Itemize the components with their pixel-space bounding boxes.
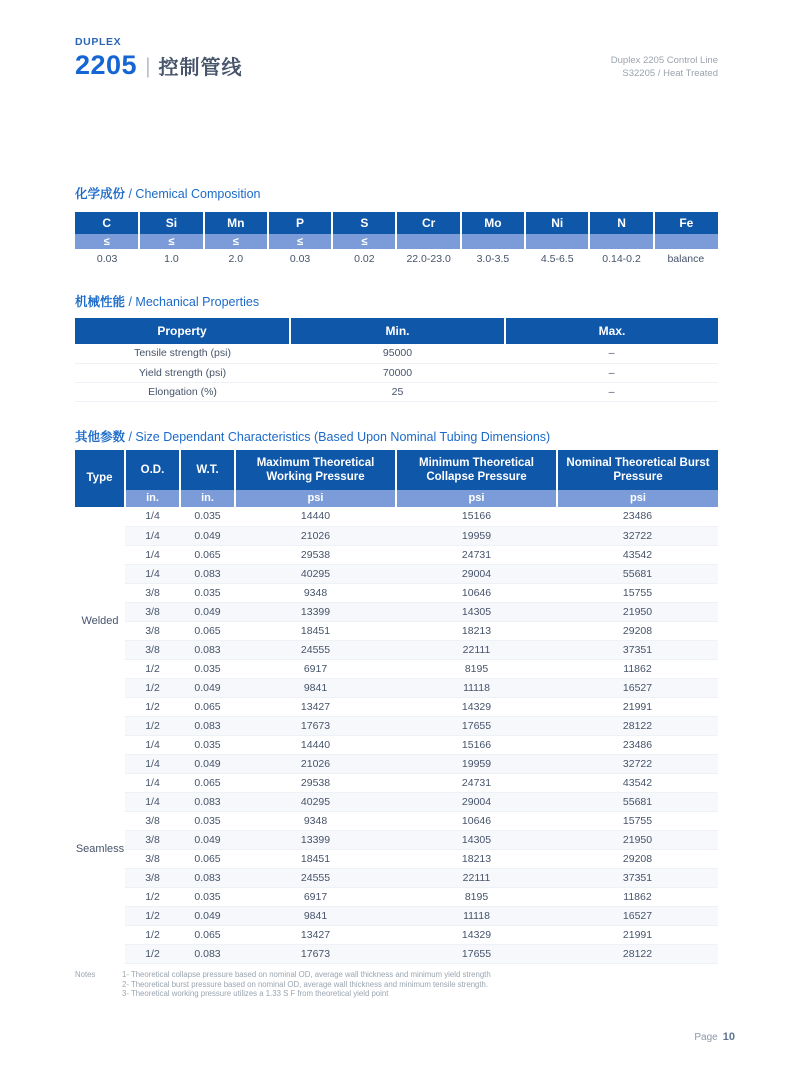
chem-value-cell: 0.03	[289, 253, 311, 265]
min-pressure-cell: 11118	[396, 906, 557, 925]
od-cell: 3/8	[125, 868, 180, 887]
max-pressure-cell: 40295	[235, 792, 396, 811]
min-pressure-cell: 14329	[396, 925, 557, 944]
wt-cell: 0.065	[180, 697, 235, 716]
chem-value-cell: 2.0	[228, 253, 244, 265]
chem-value-cell: 0.02	[354, 253, 375, 265]
wt-cell: 0.035	[180, 887, 235, 906]
max-pressure-cell: 40295	[235, 564, 396, 583]
brand-number: 2205	[75, 50, 138, 80]
chemical-title-en: / Chemical Composition	[125, 187, 261, 201]
page-header	[75, 36, 718, 81]
od-cell: 1/4	[125, 754, 180, 773]
od-cell: 1/4	[125, 545, 180, 564]
wt-cell: 0.049	[180, 526, 235, 545]
od-cell: 3/8	[125, 830, 180, 849]
table-row	[75, 735, 718, 754]
min-pressure-cell: 19959	[396, 754, 557, 773]
wt-cell: 0.049	[180, 602, 235, 621]
table-row	[75, 621, 718, 640]
wt-cell: 0.083	[180, 640, 235, 659]
max-value-cell: –	[505, 344, 718, 363]
min-pressure-cell: 19959	[396, 526, 557, 545]
wt-cell: 0.065	[180, 773, 235, 792]
section-size	[75, 450, 718, 964]
min-pressure-cell: 14305	[396, 602, 557, 621]
page-number: 10	[722, 1031, 735, 1043]
burst-pressure-cell: 32722	[557, 754, 718, 773]
chem-value-cell: 0.03	[96, 253, 118, 265]
title-chinese: 控制管线	[158, 57, 243, 79]
chem-value-cell: 4.5-6.5	[540, 253, 574, 265]
chemical-title-cn: 化学成份	[75, 187, 126, 201]
max-pressure-cell: 9841	[235, 678, 396, 697]
max-pressure-cell: 29538	[235, 545, 396, 564]
od-cell: 1/2	[125, 678, 180, 697]
table-row	[75, 868, 718, 887]
max-pressure-cell: 21026	[235, 526, 396, 545]
chem-element-header: Ni	[525, 212, 589, 234]
max-pressure-cell: 13427	[235, 697, 396, 716]
max-pressure-cell: 13427	[235, 925, 396, 944]
chem-element-header: Fe	[654, 212, 718, 234]
min-pressure-cell: 29004	[396, 792, 557, 811]
chem-element-header: S	[332, 212, 396, 234]
wt-cell: 0.083	[180, 868, 235, 887]
type-cell: Seamless	[75, 735, 125, 963]
table-row	[75, 830, 718, 849]
chem-value-row	[75, 249, 718, 269]
od-cell: 1/4	[125, 773, 180, 792]
od-cell: 1/2	[125, 906, 180, 925]
burst-pressure-cell: 29208	[557, 621, 718, 640]
size-column-header: W.T.	[180, 450, 235, 490]
note-line: 2- Theoretical burst pressure based on nominal OD, average wall thickness and minimum tensile strength.	[122, 979, 489, 989]
max-pressure-cell: 17673	[235, 944, 396, 963]
table-row	[75, 925, 718, 944]
max-pressure-cell: 9348	[235, 583, 396, 602]
wt-cell: 0.035	[180, 659, 235, 678]
chem-element-header: Cr	[396, 212, 460, 234]
od-cell: 1/2	[125, 716, 180, 735]
wt-cell: 0.049	[180, 906, 235, 925]
min-pressure-cell: 14329	[396, 697, 557, 716]
page-label: Page	[694, 1032, 718, 1043]
burst-pressure-cell: 15755	[557, 811, 718, 830]
table-row	[75, 811, 718, 830]
table-row	[75, 602, 718, 621]
min-value-cell: 25	[290, 382, 505, 401]
wt-cell: 0.065	[180, 545, 235, 564]
min-pressure-cell: 24731	[396, 545, 557, 564]
chem-value-cell: 22.0-23.0	[406, 253, 451, 265]
burst-pressure-cell: 37351	[557, 868, 718, 887]
max-pressure-cell: 13399	[235, 602, 396, 621]
min-pressure-cell: 10646	[396, 811, 557, 830]
od-cell: 1/4	[125, 526, 180, 545]
chem-element-header: C	[75, 212, 139, 234]
od-cell: 3/8	[125, 640, 180, 659]
notes-label: Notes	[75, 970, 96, 979]
mech-column-header: Max.	[505, 318, 718, 344]
max-pressure-cell: 24555	[235, 868, 396, 887]
notes-items	[122, 970, 718, 999]
min-pressure-cell: 22111	[396, 640, 557, 659]
max-pressure-cell: 18451	[235, 621, 396, 640]
burst-pressure-cell: 43542	[557, 773, 718, 792]
chem-limit-cell	[461, 234, 525, 249]
chem-limit-cell	[654, 234, 718, 249]
od-cell: 3/8	[125, 811, 180, 830]
od-cell: 1/4	[125, 735, 180, 754]
table-row	[75, 363, 718, 382]
burst-pressure-cell: 55681	[557, 564, 718, 583]
size-title-cn: 其他参数	[75, 430, 126, 444]
section-size-title	[75, 427, 718, 445]
table-row	[75, 507, 718, 526]
wt-cell: 0.083	[180, 564, 235, 583]
table-row	[75, 583, 718, 602]
max-pressure-cell: 24555	[235, 640, 396, 659]
table-row	[75, 526, 718, 545]
wt-cell: 0.049	[180, 830, 235, 849]
notes-block	[75, 970, 718, 999]
od-cell: 1/4	[125, 792, 180, 811]
od-cell: 1/2	[125, 887, 180, 906]
size-header-row	[75, 450, 718, 490]
note-line: 1- Theoretical collapse pressure based on nominal OD, average wall thickness and minimum yield strength	[122, 970, 491, 979]
table-row	[75, 887, 718, 906]
max-pressure-cell: 6917	[235, 887, 396, 906]
brand-series-label: DUPLEX	[75, 36, 122, 48]
mech-header-row	[75, 318, 718, 344]
table-row	[75, 659, 718, 678]
max-pressure-cell: 6917	[235, 659, 396, 678]
section-mechanical-title	[75, 292, 718, 310]
chem-limit-cell: ≤	[139, 234, 203, 249]
wt-cell: 0.083	[180, 792, 235, 811]
min-pressure-cell: 22111	[396, 868, 557, 887]
chem-limit-cell	[525, 234, 589, 249]
od-cell: 3/8	[125, 583, 180, 602]
chem-limit-cell: ≤	[75, 234, 139, 249]
note-line: 3- Theoretical working pressure utilizes a 1.33 S F from theoretical yield point	[122, 989, 389, 998]
burst-pressure-cell: 28122	[557, 944, 718, 963]
table-row	[75, 792, 718, 811]
min-pressure-cell: 8195	[396, 659, 557, 678]
wt-cell: 0.065	[180, 621, 235, 640]
wt-cell: 0.083	[180, 944, 235, 963]
wt-cell: 0.035	[180, 735, 235, 754]
chem-element-header: Mo	[461, 212, 525, 234]
size-unit-cell: psi	[396, 490, 557, 507]
size-column-header: Maximum Theoretical Working Pressure	[235, 450, 396, 490]
chem-limit-cell	[396, 234, 460, 249]
burst-pressure-cell: 21950	[557, 830, 718, 849]
chem-limit-cell: ≤	[204, 234, 268, 249]
min-pressure-cell: 17655	[396, 716, 557, 735]
table-row	[75, 849, 718, 868]
max-pressure-cell: 14440	[235, 735, 396, 754]
property-cell: Elongation (%)	[75, 382, 290, 401]
doc-ref-line1: Duplex 2205 Control Line	[610, 55, 718, 66]
max-pressure-cell: 17673	[235, 716, 396, 735]
min-pressure-cell: 15166	[396, 735, 557, 754]
max-pressure-cell: 29538	[235, 773, 396, 792]
size-column-header: Nominal Theoretical Burst Pressure	[557, 450, 718, 490]
max-pressure-cell: 21026	[235, 754, 396, 773]
min-pressure-cell: 8195	[396, 887, 557, 906]
od-cell: 1/4	[125, 564, 180, 583]
min-pressure-cell: 18213	[396, 621, 557, 640]
mech-column-header: Min.	[290, 318, 505, 344]
section-chemical	[75, 212, 718, 269]
size-unit-row	[75, 490, 718, 507]
min-pressure-cell: 11118	[396, 678, 557, 697]
size-title-en: / Size Dependant Characteristics (Based Upon Nominal Tubing Dimensions)	[125, 430, 551, 444]
burst-pressure-cell: 43542	[557, 545, 718, 564]
od-cell: 1/4	[125, 507, 180, 526]
min-pressure-cell: 18213	[396, 849, 557, 868]
chem-value-cell: 1.0	[164, 253, 179, 265]
wt-cell: 0.035	[180, 583, 235, 602]
burst-pressure-cell: 16527	[557, 906, 718, 925]
chem-element-header: N	[589, 212, 653, 234]
chem-limit-row	[75, 234, 718, 249]
burst-pressure-cell: 11862	[557, 659, 718, 678]
min-pressure-cell: 15166	[396, 507, 557, 526]
property-cell: Tensile strength (psi)	[75, 344, 290, 363]
mechanical-title-cn: 机械性能	[75, 295, 126, 309]
property-cell: Yield strength (psi)	[75, 363, 290, 382]
od-cell: 3/8	[125, 602, 180, 621]
burst-pressure-cell: 23486	[557, 507, 718, 526]
type-cell: Welded	[75, 507, 125, 735]
title-divider: |	[145, 55, 151, 78]
wt-cell: 0.065	[180, 925, 235, 944]
max-pressure-cell: 9348	[235, 811, 396, 830]
section-chemical-title	[75, 184, 718, 202]
burst-pressure-cell: 23486	[557, 735, 718, 754]
max-pressure-cell: 14440	[235, 507, 396, 526]
chem-element-header: P	[268, 212, 332, 234]
chem-element-header: Si	[139, 212, 203, 234]
burst-pressure-cell: 21991	[557, 697, 718, 716]
burst-pressure-cell: 37351	[557, 640, 718, 659]
chem-value-cell: 0.14-0.2	[602, 253, 641, 265]
mechanical-title-en: / Mechanical Properties	[125, 295, 260, 309]
burst-pressure-cell: 29208	[557, 849, 718, 868]
burst-pressure-cell: 16527	[557, 678, 718, 697]
doc-ref-line2: S32205 / Heat Treated	[622, 68, 718, 79]
table-row	[75, 640, 718, 659]
od-cell: 1/2	[125, 697, 180, 716]
min-pressure-cell: 17655	[396, 944, 557, 963]
doc-reference	[611, 54, 718, 80]
chem-element-header: Mn	[204, 212, 268, 234]
min-pressure-cell: 24731	[396, 773, 557, 792]
size-unit-cell: in.	[125, 490, 180, 507]
burst-pressure-cell: 21950	[557, 602, 718, 621]
size-column-header: Minimum Theoretical Collapse Pressure	[396, 450, 557, 490]
table-row	[75, 564, 718, 583]
burst-pressure-cell: 28122	[557, 716, 718, 735]
min-value-cell: 70000	[290, 363, 505, 382]
od-cell: 1/2	[125, 944, 180, 963]
section-mechanical	[75, 318, 718, 402]
size-column-header: Type	[75, 450, 125, 507]
chem-header-row	[75, 212, 718, 234]
burst-pressure-cell: 15755	[557, 583, 718, 602]
table-row	[75, 697, 718, 716]
table-row	[75, 678, 718, 697]
max-pressure-cell: 18451	[235, 849, 396, 868]
min-value-cell: 95000	[290, 344, 505, 363]
max-pressure-cell: 9841	[235, 906, 396, 925]
table-row	[75, 716, 718, 735]
max-value-cell: –	[505, 363, 718, 382]
burst-pressure-cell: 32722	[557, 526, 718, 545]
od-cell: 3/8	[125, 621, 180, 640]
wt-cell: 0.065	[180, 849, 235, 868]
page-footer	[694, 1031, 735, 1043]
chemical-composition-table	[75, 212, 718, 269]
chem-limit-cell: ≤	[332, 234, 396, 249]
od-cell: 1/2	[125, 659, 180, 678]
burst-pressure-cell: 11862	[557, 887, 718, 906]
size-column-header: O.D.	[125, 450, 180, 490]
chem-limit-cell: ≤	[268, 234, 332, 249]
size-unit-cell: in.	[180, 490, 235, 507]
chem-value-cell: balance	[667, 253, 705, 265]
mech-column-header: Property	[75, 318, 290, 344]
table-row	[75, 344, 718, 363]
wt-cell: 0.049	[180, 678, 235, 697]
table-row	[75, 382, 718, 401]
od-cell: 1/2	[125, 925, 180, 944]
wt-cell: 0.035	[180, 811, 235, 830]
mechanical-properties-table	[75, 318, 718, 402]
table-row	[75, 906, 718, 925]
chem-limit-cell	[589, 234, 653, 249]
wt-cell: 0.083	[180, 716, 235, 735]
size-unit-cell: psi	[557, 490, 718, 507]
table-row	[75, 545, 718, 564]
max-value-cell: –	[505, 382, 718, 401]
od-cell: 3/8	[125, 849, 180, 868]
table-row	[75, 773, 718, 792]
size-unit-cell: psi	[235, 490, 396, 507]
burst-pressure-cell: 21991	[557, 925, 718, 944]
chem-value-cell: 3.0-3.5	[476, 253, 510, 265]
min-pressure-cell: 29004	[396, 564, 557, 583]
table-row	[75, 754, 718, 773]
wt-cell: 0.035	[180, 507, 235, 526]
max-pressure-cell: 13399	[235, 830, 396, 849]
wt-cell: 0.049	[180, 754, 235, 773]
table-row	[75, 944, 718, 963]
min-pressure-cell: 14305	[396, 830, 557, 849]
size-characteristics-table	[75, 450, 718, 964]
burst-pressure-cell: 55681	[557, 792, 718, 811]
min-pressure-cell: 10646	[396, 583, 557, 602]
